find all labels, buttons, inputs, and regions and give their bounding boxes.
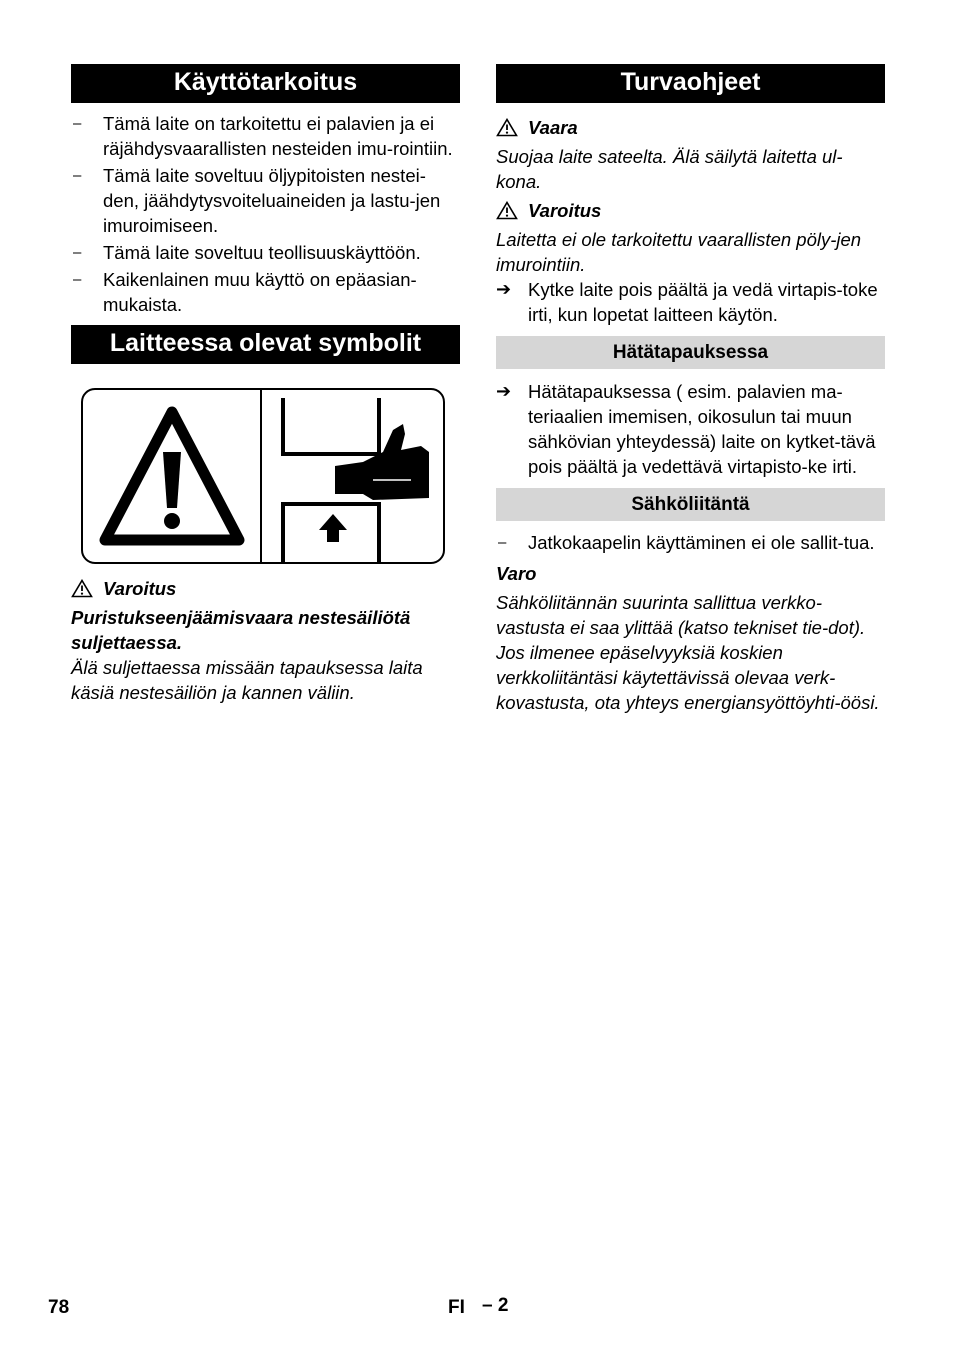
warning-triangle-icon bbox=[71, 579, 93, 598]
arrow-icon: ➔ bbox=[496, 381, 512, 401]
list-item-text: Jatkokaapelin käyttäminen ei ole sallit-tua. bbox=[528, 532, 875, 553]
emergency-steps bbox=[496, 379, 885, 479]
danger-label: Vaara bbox=[528, 117, 578, 138]
hand-icon bbox=[335, 424, 429, 500]
list-item-text: Tämä laite soveltuu teollisuuskäyttöön. bbox=[103, 242, 421, 263]
step-item bbox=[496, 277, 885, 327]
usage-list bbox=[71, 111, 460, 317]
list-item bbox=[71, 163, 460, 238]
caution-text: Sähköliitännän suurinta sallittua verkko-vastusta ei saa ylittää (katso tekniset tie-dot). Jos ilmenee epäselvyyksiä koskien verkkoliitäntäsi käytettävissä olevaa verk-kovastusta, ota yhteys energiansyöttöyhti-öösi. bbox=[496, 592, 880, 713]
page-number: 78 bbox=[48, 1297, 70, 1318]
dash-marker: – bbox=[73, 115, 82, 132]
step-text: Kytke laite pois päältä ja vedä virtapis-toke irti, kun lopetat laitteen käytön. bbox=[528, 279, 878, 325]
section-heading-kayttotarkoitus: Käyttötarkoitus bbox=[71, 64, 460, 103]
dash-marker: – bbox=[73, 167, 82, 184]
subheading-sahkoliitanta: Sähköliitäntä bbox=[496, 488, 885, 521]
device-symbol-plate bbox=[81, 388, 445, 564]
dash-marker: – bbox=[498, 534, 507, 551]
section-heading-turvaohjeet: Turvaohjeet bbox=[496, 64, 885, 103]
warning-text: Laitetta ei ole tarkoitettu vaarallisten pöly-jen imurointiin. bbox=[496, 229, 862, 275]
list-item-text: Tämä laite on tarkoitettu ei palavien ja ei räjähdysvaarallisten nesteiden imu-rointiin. bbox=[103, 113, 453, 159]
list-item bbox=[71, 240, 460, 265]
danger-heading bbox=[496, 115, 885, 140]
section-heading-symbolit: Laitteessa olevat symbolit bbox=[71, 325, 460, 364]
warning-triangle-icon bbox=[496, 118, 518, 137]
step-text: Hätätapauksessa ( esim. palavien ma-teriaalien imemisen, oikosulun tai muun sähkövian yhteydessä) laite on kytket-tävä pois päältä ja vedettävä virtapisto-ke irti. bbox=[528, 381, 876, 477]
list-item bbox=[496, 530, 885, 555]
arrow-icon: ➔ bbox=[496, 279, 512, 299]
right-column bbox=[496, 64, 885, 715]
list-item bbox=[71, 111, 460, 161]
safety-steps bbox=[496, 277, 885, 327]
language-code: FI bbox=[448, 1297, 465, 1318]
electrical-list bbox=[496, 530, 885, 555]
warning-label: Varoitus bbox=[528, 200, 602, 221]
warning-bold-text: Puristukseenjäämisvaara nestesäiliötä suljettaessa. bbox=[71, 607, 411, 653]
crush-hazard-symbol bbox=[83, 390, 443, 562]
dash-marker: – bbox=[73, 271, 82, 288]
caution-label: Varo bbox=[496, 563, 537, 584]
danger-text: Suojaa laite sateelta. Älä säilytä laitetta ul-kona. bbox=[496, 146, 843, 192]
step-item bbox=[496, 379, 885, 479]
list-item bbox=[71, 267, 460, 317]
subheading-hatatapauksessa: Hätätapauksessa bbox=[496, 336, 885, 369]
warning-heading bbox=[496, 198, 885, 223]
dash-marker: – bbox=[73, 244, 82, 261]
section-page-number: – 2 bbox=[482, 1295, 509, 1316]
list-item-text: Kaikenlainen muu käyttö on epäasian-mukaista. bbox=[103, 269, 417, 315]
warning-label: Varoitus bbox=[103, 578, 177, 599]
warning-triangle-icon bbox=[496, 201, 518, 220]
list-item-text: Tämä laite soveltuu öljypitoisten nestei-den, jäähdytysvoiteluaineiden ja lastu-jen imuroimiseen. bbox=[103, 165, 441, 236]
left-column bbox=[71, 64, 460, 705]
warning-text: Älä suljettaessa missään tapauksessa laita käsiä nestesäiliön ja kannen väliin. bbox=[71, 657, 423, 703]
warning-heading bbox=[71, 576, 460, 601]
